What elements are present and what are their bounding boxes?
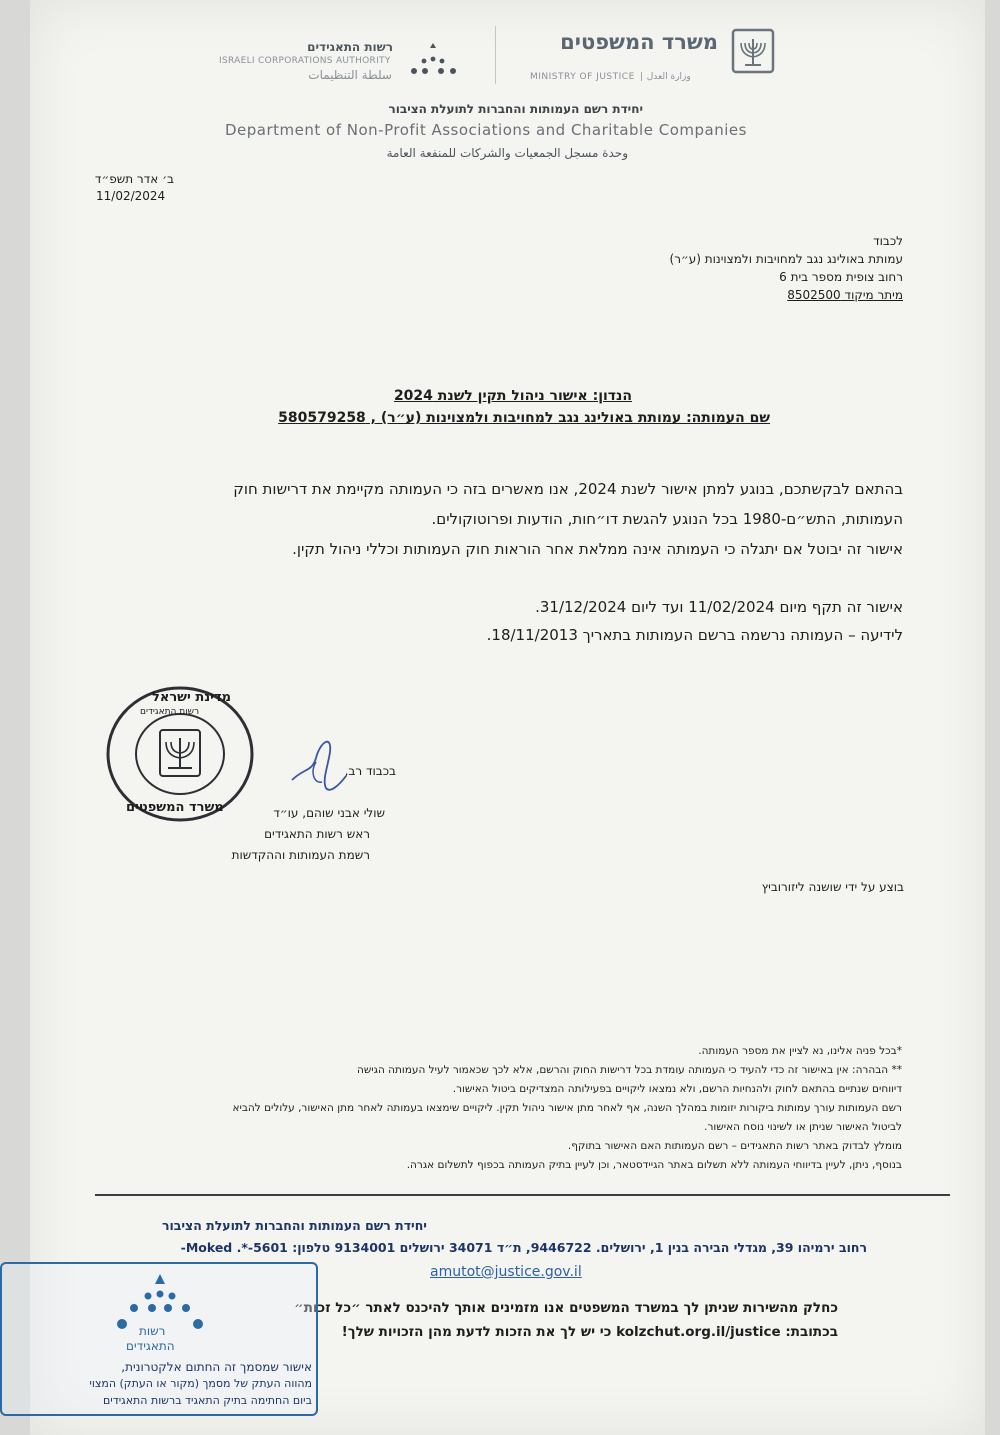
date-gregorian: 11/02/2024: [96, 189, 166, 203]
header-divider: [495, 26, 496, 84]
corporations-logo-icon: [405, 40, 465, 84]
body-paragraph-line-1: בהתאם לבקשתכם, בנוגע למתן אישור לשנת 2024, אנו מאשרים בזה כי העמותה מקיימת את דרישות חוק: [233, 480, 903, 498]
note-line: *בכל פניה אלינו, נא לציין את מספר העמותה.: [698, 1045, 902, 1057]
date-hebrew: ב׳ אדר תשפ״ד: [94, 172, 174, 186]
footer-email-link[interactable]: amutot@justice.gov.il: [430, 1264, 582, 1280]
note-line: לביטול האישור שניתן או לשינוי נוסח האישור.: [704, 1121, 902, 1133]
electronic-signature-box: [0, 1262, 318, 1416]
ministry-name-en: MINISTRY OF JUSTICE: [530, 72, 635, 82]
rights-line-1: כחלק מהשירות שניתן לך במשרד המשפטים אנו מזמינים אותך להיכנס לאתר ״כל זכות״: [294, 1300, 838, 1316]
sign-box-logo-text-1: רשות: [139, 1324, 166, 1338]
stamp-top-text: מדינת ישראל: [152, 690, 232, 705]
note-line: ** הבהרה: אין באישור זה כדי להעיד כי העמותה עומדת בכל דרישות החוק והרשם, אלא לכך שכאמור לעיל העמותה הגישה: [356, 1064, 902, 1076]
unit-name-he: יחידת רשם העמותות והחברות לתועלת הציבור: [388, 102, 643, 116]
signatory-name: שולי אבני שוהם, עו״ד: [273, 806, 385, 820]
footer-address: רחוב ירמיהו 39, מגדלי הבירה בנין 1, ירושלים. 9446722, ת״ד 34071 ירושלים 9134001 טלפון: 5601-*. Moked-: [180, 1240, 867, 1255]
executed-by: בוצע על ידי שושנה ליזורוביץ: [761, 880, 904, 894]
note-line: רשם העמותות עורך עמותות ביקורות יזומות במהלך השנה, אף לאחר מתן אישור ניהול תקין. ליקויים שימצאו בעמותה לאחר מתן האישור, עלולים להביא: [232, 1102, 902, 1114]
recipient-street: רחוב צופית מספר בית 6: [779, 270, 903, 284]
note-line: מומלץ לבדוק באתר רשות התאגידים – רשם העמותות האם האישור בתוקף.: [567, 1140, 902, 1152]
sign-box-line-2: מהווה העתק של מסמך (מקור או העתק) המצוי: [89, 1377, 312, 1390]
rights-line-2[interactable]: בכתובת: kolzchut.org.il/justice כי יש לך את הזכות לדעת מהן הזכויות שלך!: [341, 1324, 838, 1340]
ministry-name-ar: وزارة العدل: [646, 72, 691, 82]
signatory-title-2: רשמת העמותות וההקדשות: [231, 848, 370, 862]
recipient-name: עמותת באולינג נגב למחויבות ולמצוינות (ע״ר): [669, 252, 903, 266]
recipient-salutation: לכבוד: [873, 234, 903, 248]
corporations-name-he: רשות התאגידים: [307, 40, 393, 54]
sign-box-line-3: ביום החתימה בתיק התאגיד ברשות התאגידים: [102, 1394, 312, 1407]
ministry-emblem-icon: [727, 27, 779, 79]
stamp-bottom-text: משרד המשפטים: [126, 800, 224, 815]
note-line: בנוסף, ניתן, לעיין בדיווחי העמותה ללא תשלום באתר הגיידסטאר, וכן לעיין בתיק העמותה בכפוף לתשלום אגרה.: [406, 1159, 902, 1171]
sign-box-logo-text-2: התאגידים: [126, 1339, 175, 1353]
validity-statement: אישור זה תקף מיום 11/02/2024 ועד ליום 31/12/2024.: [535, 598, 903, 616]
footer-rule: [95, 1194, 950, 1196]
recipient-city-zip: מיתר מיקוד 8502500: [787, 288, 903, 302]
body-paragraph-line-3: אישור זה יבוטל אם יתגלה כי העמותה אינה ממלאת אחר הוראות חוק העמותות וכללי ניהול תקין.: [292, 540, 903, 558]
footer-unit-name: יחידת רשם העמותות והחברות לתועלת הציבור: [161, 1218, 427, 1233]
signature-closing: בכבוד רב,: [344, 764, 396, 778]
corporations-name-ar: سلطة التنظيمات: [308, 68, 392, 82]
body-paragraph-line-2: העמותות, התש״ם-1980 בכל הנוגע להגשת דו״חות, הודעות ופרוטוקולים.: [431, 510, 903, 528]
subject-line: הנדון: אישור ניהול תקין לשנת 2024: [393, 388, 632, 404]
sign-box-line-1: אישור שמסמך זה החתום אלקטרונית,: [121, 1360, 312, 1374]
ministry-name-he: משרד המשפטים: [560, 30, 718, 54]
note-line: דיווחים שנתיים בהתאם לחוק ולהנחיות הרשם, ולא נמצאו ליקויים בפעילותה המצדיקים ביטול האישור.: [452, 1083, 902, 1095]
corporations-name-en: ISRAELI CORPORATIONS AUTHORITY: [219, 56, 391, 66]
ministry-name-sub: MINISTRY OF JUSTICE | وزارة العدل: [530, 72, 691, 82]
registration-note: לידיעה – העמותה נרשמה ברשם העמותות בתאריך 18/11/2013.: [486, 626, 903, 644]
stamp-inner-text: רשות התאגידים: [140, 707, 200, 717]
association-name-line: שם העמותה: עמותת באולינג נגב למחויבות ולמצוינות (ע״ר) , 580579258: [278, 410, 770, 426]
signatory-title-1: ראש רשות התאגידים: [264, 827, 370, 841]
unit-name-ar: وحدة مسجل الجمعيات والشركات للمنفعة العامة: [386, 146, 628, 160]
unit-name-en: Department of Non-Profit Associations and Charitable Companies: [225, 121, 747, 139]
